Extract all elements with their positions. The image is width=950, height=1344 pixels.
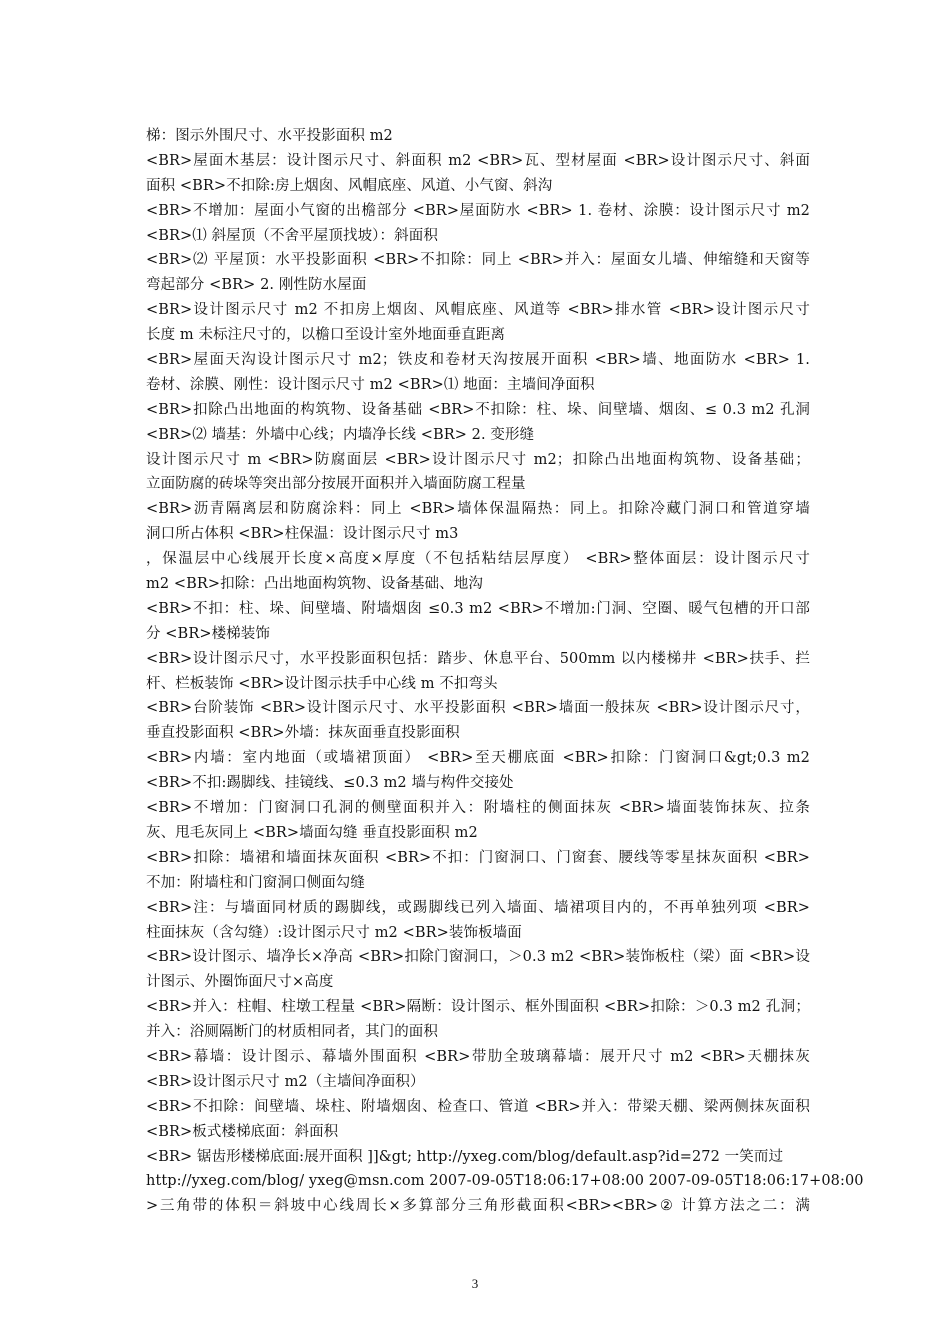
text-line: <BR>不增加：屋面小气窗的出檐部分 <BR>屋面防水 <BR> 1. 卷材、涂膜：设计图示尺寸 m2	[146, 202, 810, 219]
text-line: 立面防腐的砖垛等突出部分按展开面积并入墙面防腐工程量	[146, 476, 526, 493]
text-line: <BR>幕墙：设计图示、幕墙外围面积 <BR>带肋全玻璃幕墙：展开尺寸 m2 <BR>天棚抹灰	[146, 1048, 810, 1065]
text-line: <BR> 锯齿形楼梯底面:展开面积 ]]&gt; http://yxeg.com/blog/default.asp?id=272 一笑而过	[146, 1148, 784, 1165]
text-line: <BR>扣除凸出地面的构筑物、设备基础 <BR>不扣除：柱、垛、间壁墙、烟囱、≤ 0.3 m2 孔洞	[146, 401, 810, 418]
text-line: <BR>沥青隔离层和防腐涂料：同上 <BR>墙体保温隔热：同上。扣除冷藏门洞口和管道穿墙	[146, 501, 810, 518]
text-line: http://yxeg.com/blog/ yxeg@msn.com 2007-09-05T18:06:17+08:00 2007-09-05T18:06:17+08:00	[146, 1173, 864, 1190]
text-line: 洞口所占体积 <BR>柱保温：设计图示尺寸 m3	[146, 526, 459, 543]
text-line: <BR>屋面天沟设计图示尺寸 m2；铁皮和卷材天沟按展开面积 <BR>墙、地面防水 <BR> 1.	[146, 352, 810, 369]
text-line: <BR>设计图示尺寸，水平投影面积包括：踏步、休息平台、500mm 以内楼梯井 <BR>扶手、拦	[146, 650, 810, 667]
text-line: <BR>⑴ 斜屋顶（不舍平屋顶找坡）：斜面积	[146, 227, 438, 244]
text-line: <BR>台阶装饰 <BR>设计图示尺寸、水平投影面积 <BR>墙面一般抹灰 <BR>设计图示尺寸，	[146, 700, 810, 717]
text-line: 不加：附墙柱和门窗洞口侧面勾缝	[146, 874, 365, 891]
text-line: <BR>内墙：室内地面（或墙裙顶面） <BR>至天棚底面 <BR>扣除：门窗洞口&gt;0.3 m2	[146, 750, 810, 767]
text-line: 分 <BR>楼梯装饰	[146, 625, 270, 642]
text-line: 杆、栏板装饰 <BR>设计图示扶手中心线 m 不扣弯头	[146, 675, 498, 692]
text-line: 柱面抹灰（含勾缝）:设计图示尺寸 m2 <BR>装饰板墙面	[146, 924, 522, 941]
text-line: 并入：浴厕隔断门的材质相同者，其门的面积	[146, 1024, 438, 1041]
page-number: 3	[471, 1276, 479, 1291]
text-line: 弯起部分 <BR> 2. 刚性防水屋面	[146, 277, 367, 294]
text-line: >三角带的体积＝斜坡中心线周长×多算部分三角形截面积<BR><BR>② 计算方法之二：满	[146, 1198, 810, 1215]
text-line: 灰、甩毛灰同上 <BR>墙面勾缝 垂直投影面积 m2	[146, 824, 478, 841]
text-line: 设计图示尺寸 m <BR>防腐面层 <BR>设计图示尺寸 m2；扣除凸出地面构筑物、设备基础；	[146, 451, 810, 468]
text-line: <BR>设计图示尺寸 m2（主墙间净面积）	[146, 1073, 425, 1090]
text-line: <BR>板式楼梯底面：斜面积	[146, 1123, 339, 1140]
text-line: 卷材、涂膜、刚性：设计图示尺寸 m2 <BR>⑴ 地面：主墙间净面积	[146, 376, 595, 393]
text-line: <BR>⑵ 平屋顶：水平投影面积 <BR>不扣除：同上 <BR>并入：屋面女儿墙、伸缩缝和天窗等	[146, 252, 810, 269]
text-line: 梯：图示外围尺寸、水平投影面积 m2	[146, 128, 393, 144]
text-line: 垂直投影面积 <BR>外墙：抹灰面垂直投影面积	[146, 725, 460, 742]
text-line: <BR>屋面木基层：设计图示尺寸、斜面积 m2 <BR>瓦、型材屋面 <BR>设计图示尺寸、斜面	[146, 152, 810, 169]
text-line: <BR>⑵ 墙基：外墙中心线；内墙净长线 <BR> 2. 变形缝	[146, 426, 535, 443]
text-line: 面积 <BR>不扣除:房上烟囱、风帽底座、风道、小气窗、斜沟	[146, 177, 553, 194]
text-line: 计图示、外圈饰面尺寸×高度	[146, 974, 334, 991]
text-line: <BR>注：与墙面同材质的踢脚线，或踢脚线已列入墙面、墙裙项目内的，不再单独列项 <BR>	[146, 899, 810, 916]
text-line: <BR>设计图示、墙净长×净高 <BR>扣除门窗洞口，＞0.3 m2 <BR>装饰板柱（梁）面 <BR>设	[146, 949, 810, 966]
text-line: <BR>不扣：柱、垛、间壁墙、附墙烟囱 ≤0.3 m2 <BR>不增加:门洞、空圈、暖气包槽的开口部	[146, 600, 810, 617]
text-line: <BR>设计图示尺寸 m2 不扣房上烟囱、风帽底座、风道等 <BR>排水管 <BR>设计图示尺寸	[146, 302, 810, 319]
text-line: <BR>不扣:踢脚线、挂镜线、≤0.3 m2 墙与构件交接处	[146, 775, 514, 792]
text-line: <BR>不增加：门窗洞口孔洞的侧壁面积并入：附墙柱的侧面抹灰 <BR>墙面装饰抹灰、拉条	[146, 800, 810, 817]
text-line: <BR>并入：柱帽、柱墩工程量 <BR>隔断：设计图示、框外围面积 <BR>扣除：＞0.3 m2 孔洞；	[146, 999, 810, 1016]
text-line: <BR>不扣除：间壁墙、垛柱、附墙烟囱、检查口、管道 <BR>并入：带梁天棚、梁两侧抹灰面积	[146, 1098, 810, 1115]
text-line: <BR>扣除：墙裙和墙面抹灰面积 <BR>不扣：门窗洞口、门窗套、腰线等零星抹灰面积 <BR>	[146, 849, 810, 866]
text-line: m2 <BR>扣除：凸出地面构筑物、设备基础、地沟	[146, 576, 483, 593]
text-line: ，保温层中心线展开长度×高度×厚度（不包括粘结层厚度） <BR>整体面层：设计图示尺寸	[146, 551, 810, 568]
body-text	[146, 124, 864, 1219]
text-line: 长度 m 未标注尺寸的，以檐口至设计室外地面垂直距离	[146, 327, 506, 344]
